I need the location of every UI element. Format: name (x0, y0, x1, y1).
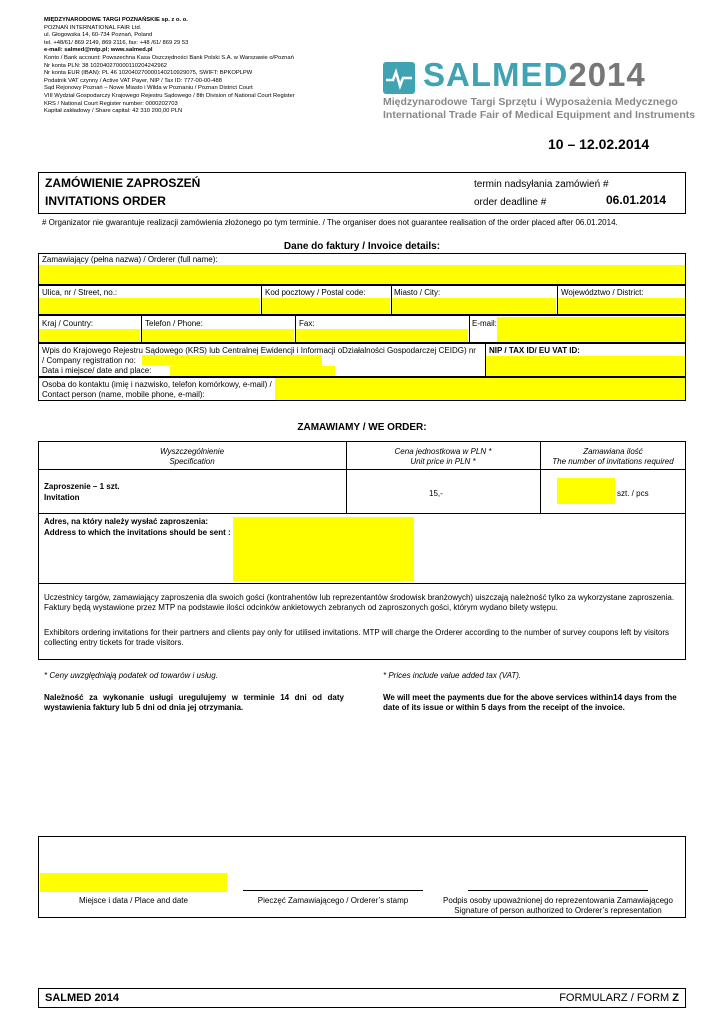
header-line: Nr konta EUR (IBAN): PL 46 102040270000140210929075, SWIFT: BPKOPLPW (44, 70, 253, 77)
header-line: Nr konta PLN: 38 102040270000110204242962 (44, 62, 168, 69)
footer-event: SALMED 2014 (45, 992, 119, 1004)
info-pl: Uczestnicy targów, zamawiający zaproszenia dla swoich gości (kontrahentów lub reprezentantów środowisk branżowych) uiszczają należność tylko za wykorzystane zaproszenia. Faktury będą wystawione przez MTP na podstawie ilości odcinków ankietowych zebranych od zaproszonych gości, którym wydano bilety wstępu. (44, 593, 675, 612)
company-header (44, 17, 344, 116)
info-en: Exhibitors ordering invitations for their partners and clients pay only for utilised invitations. MTP will charge the Orderer according to the number of survey coupons left by visitors collecting entry tickets for trade visitors. (44, 628, 670, 647)
signature-line (468, 890, 648, 891)
order-heading: ZAMAWIAMY / WE ORDER: (297, 422, 427, 433)
item-name-en: Invitation (44, 493, 80, 502)
footer-form (559, 992, 679, 1004)
country-label: Kraj / Country: (42, 319, 94, 328)
divider (38, 513, 686, 514)
deadline-date: 06.01.2014 (606, 193, 667, 207)
orderer-label: Zamawiający (pełna nazwa) / Orderer (full name): (42, 255, 218, 264)
signature-label-pl: Podpis osoby upoważnionej do reprezentowania Zamawiającego (443, 896, 673, 905)
col-spec-en: Specification (169, 457, 215, 466)
company-reg-label: / Company registration no: (42, 356, 136, 365)
footer-form-label: FORMULARZ / FORM (559, 992, 670, 1004)
tax-note-pl: * Ceny uwzględniają podatek od towarów i usług. (44, 671, 218, 680)
title-en: INVITATIONS ORDER (45, 194, 166, 208)
header-line: KRS / National Court Register number: 0000202703 (44, 100, 178, 107)
fax-field[interactable] (296, 329, 468, 342)
place-date-label: Miejsce i data / Place and date (79, 896, 188, 905)
payment-terms-en: We will meet the payments due for the above services within14 days from the date of its issue or within 5 days from the receipt of the invoice. (383, 693, 677, 712)
header-line: ul. Głogowska 14, 60-734 Poznań, Poland (44, 32, 153, 39)
stamp-label: Pieczęć Zamawiającego / Orderer’s stamp (257, 896, 409, 905)
header-line: Konto / Bank account: Powszechna Kasa Oszczędności Bank Polski S.A. w Warszawie o/Poznań (44, 54, 294, 61)
payment-terms-pl: Należność za wykonanie usługi uregulujemy w terminie 14 dni od daty wystawienia faktury lub 5 dni od dnia jej otrzymania. (44, 693, 344, 712)
logo-year: 2014 (568, 56, 646, 93)
footer-form-letter: Z (672, 992, 679, 1004)
city-field[interactable] (392, 298, 556, 314)
contact-person-field[interactable] (275, 378, 685, 400)
tax-note-en: * Prices include value added tax (VAT). (383, 671, 522, 680)
signature-label-en: Signature of person authorized to Orderer’s representation (454, 906, 662, 915)
item-name-pl: Zaproszenie – 1 szt. (44, 482, 120, 491)
province-field[interactable] (558, 298, 685, 314)
street-label: Ulica, nr / Street, no.: (42, 288, 118, 297)
date-place-field[interactable] (170, 366, 335, 376)
quantity-unit: szt. / pcs (617, 489, 649, 498)
title-pl: ZAMÓWIENIE ZAPROSZEŃ (45, 176, 201, 190)
deadline-label-pl: termin nadsyłania zamówień # (474, 179, 609, 190)
divider (38, 583, 686, 584)
stamp-line (243, 890, 423, 891)
nip-field[interactable] (486, 356, 685, 376)
email-label: E-mail: (472, 319, 497, 328)
phone-label: Telefon / Phone: (145, 319, 203, 328)
invoice-heading: Dane do faktury / Invoice details: (283, 241, 441, 252)
deadline-label-en: order deadline # (474, 197, 547, 208)
logo-subtitle-pl: Międzynarodowe Targi Sprzętu i Wyposażenia Medycznego (383, 96, 678, 108)
logo-subtitle-en: International Trade Fair of Medical Equipment and Instruments (383, 109, 696, 121)
divider (469, 315, 470, 343)
orderer-field[interactable] (39, 265, 685, 284)
heartbeat-icon (383, 62, 415, 94)
deadline-note: # Organizator nie gwarantuje realizacji zamówienia złożonego po tym terminie. / The organiser does not guarantee realisation of the order placed after 06.01.2014. (42, 218, 618, 227)
divider (38, 469, 686, 470)
delivery-address-field[interactable] (233, 517, 414, 581)
phone-field[interactable] (142, 329, 294, 342)
header-line: Kapitał zakładowy / Share capital: 42 310 200,00 PLN (44, 108, 183, 115)
unit-price: 15,- (429, 489, 443, 498)
form-footer (38, 988, 686, 1008)
salmed-logo (383, 56, 696, 128)
city-label: Miasto / City: (394, 288, 441, 297)
header-line: Sąd Rejonowy Poznań – Nowe Miasto i Wilda w Poznaniu / Poznan District Court (44, 85, 253, 92)
place-date-field[interactable] (40, 873, 227, 892)
email-field[interactable] (497, 317, 685, 342)
contact-label-pl: Osoba do kontaktu (imię i nazwisko, telefon komórkowy, e-mail) / (42, 380, 272, 389)
col-price-en: Unit price in PLN * (410, 457, 476, 466)
contact-label-en: Contact person (name, mobile phone, e-mail): (42, 390, 205, 399)
address-label-en: Address to which the invitations should be sent : (44, 528, 231, 537)
postal-field[interactable] (262, 298, 390, 314)
header-line: Podatnik VAT czynny / Active VAT Payer, NIP / Tax ID: 777-00-00-488 (44, 77, 222, 84)
province-label: Województwo / District: (561, 288, 644, 297)
krs-label: Wpis do Krajowego Rejestru Sądowego (KRS) lub Centralnej Ewidencji i Informacji oDziałalności Gospodarczej CEIDG) nr (42, 346, 476, 355)
date-place-label: Data i miejsce/ date and place: (42, 366, 152, 375)
company-reg-field[interactable] (142, 355, 322, 365)
col-qty-en: The number of invitations required (552, 457, 674, 466)
header-line: e-mail: salmed@mtp.pl; www.salmed.pl (44, 47, 153, 54)
form-title-box (38, 172, 686, 214)
event-date: 10 – 12.02.2014 (548, 136, 650, 152)
logo-wordmark (423, 56, 646, 94)
country-field[interactable] (39, 329, 140, 342)
col-spec-pl: Wyszczególnienie (159, 447, 225, 456)
address-label-pl: Adres, na który należy wysłać zaproszenia: (44, 517, 209, 526)
quantity-field[interactable] (557, 478, 615, 504)
fax-label: Fax: (299, 319, 315, 328)
nip-label: NIP / TAX ID/ EU VAT ID: (489, 346, 580, 355)
header-line: POZNAŃ INTERNATIONAL FAIR Ltd. (44, 24, 142, 31)
col-price-pl: Cena jednostkowa w PLN * (394, 447, 492, 456)
postal-label: Kod pocztowy / Postal code: (265, 288, 366, 297)
street-field[interactable] (39, 298, 260, 314)
header-line: VIII Wydział Gospodarczy Krajowego Rejestru Sądowego / 8th Division of National Court Register (44, 92, 295, 99)
logo-name: SALMED (423, 56, 569, 93)
header-line: tel. +48/61/ 869 2149, 869 2116, fax: +48 /61/ 869 29 53 (44, 39, 189, 46)
col-qty-pl: Zamawiana ilość (583, 447, 643, 456)
logo-subtitle (383, 96, 695, 122)
header-line: MIĘDZYNARODOWE TARGI POZNAŃSKIE sp. z o. o. (44, 17, 188, 23)
